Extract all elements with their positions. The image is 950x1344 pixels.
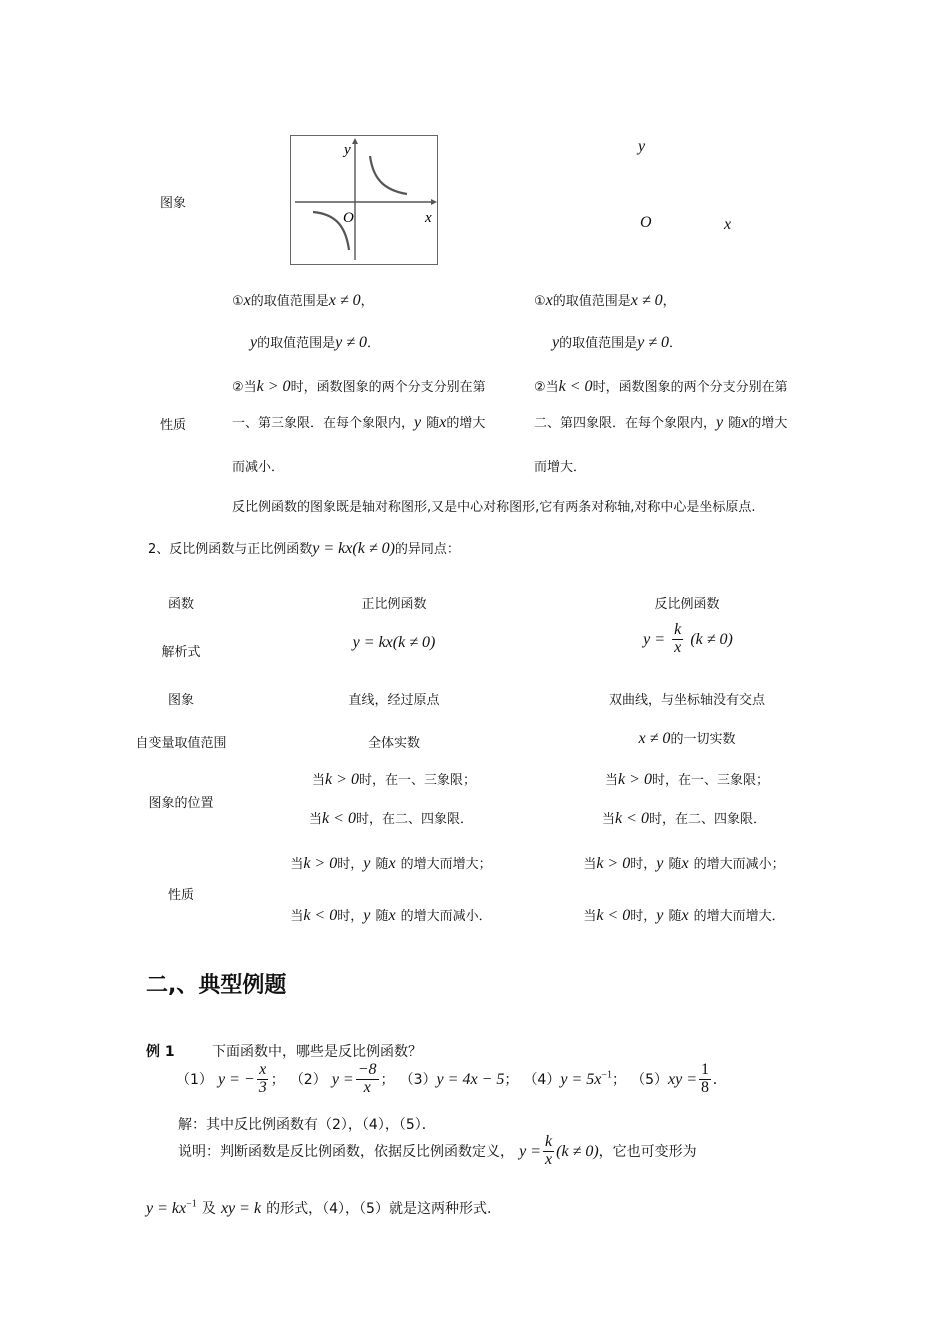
inverse-position-pos: 当k > 0时，在一、三象限； [605,771,769,788]
row-property-label: 性质 [167,888,195,903]
example-answer: 解：其中反比例函数有（2），（4），（5）． [178,1117,436,1133]
right-x-domain: ①x的取值范围是x ≠ 0， [534,292,676,309]
left-graph-o: O [343,210,354,226]
direct-domain: 全体实数 [367,736,421,751]
left-property-2-line1: ②当k > 0时，函数图象的两个分支分别在第 [232,378,486,395]
inverse-expression: y = $\frac{k}{x}$ (k ≠ 0) [643,621,733,656]
hyperbola-graph-left [290,135,438,265]
inverse-property-neg: 当k < 0时，y 随x 的增大而增大． [583,907,785,924]
direct-property-neg: 当k < 0时，y 随x 的增大而减小． [290,907,492,924]
direct-expression: y = kx(k ≠ 0) [352,634,436,651]
graph-row-label: 图象 [160,196,187,211]
right-graph-x: x [724,216,732,233]
right-property-2-line1: ②当k < 0时，函数图象的两个分支分别在第 [534,378,788,395]
direct-property-pos: 当k > 0时，y 随x 的增大而增大； [290,855,492,872]
section-title: 二,、典型例题 [146,973,287,998]
example-question: 下面函数中，哪些是反比例函数？ [212,1044,422,1060]
compare-title: 2、反比例函数与正比例函数y = kx(k ≠ 0)的异同点： [148,540,460,557]
header-inverse-proportion: 反比例函数 [654,597,720,612]
inverse-graph: 双曲线，与坐标轴没有交点 [608,693,766,708]
inverse-property-pos: 当k > 0时，y 随x 的增大而减小； [583,855,785,872]
right-property-2-line3: 而增大． [534,460,587,475]
row-graph-label: 图象 [167,693,195,708]
example-note-end: $y = kx^{-1}$ 及 xy = k 的形式，（4），（5）就是这两种形式. [146,1198,492,1217]
right-graph-o: O [640,214,652,231]
right-property-2-line2: 二、第四象限．在每个象限内，y 随x的增大 [534,414,788,431]
left-graph-x: x [425,210,432,226]
row-position-label: 图象的位置 [148,796,214,811]
example-options: （1） y = − $\frac{x}{3}$ ； （2） y = $\frac{-8}{x}$ ； （3）y = 4x − 5； $(4)y = 5x^{-1}$； （5）xy = $\frac{1}{8}$ . [176,1061,718,1096]
row-expression-label: 解析式 [161,645,201,660]
symmetry-note: 反比例函数的图象既是轴对称图形,又是中心对称图形,它有两条对称轴,对称中心是坐标原点. [232,500,756,515]
left-y-domain: y的取值范围是y ≠ 0． [250,334,381,351]
inverse-domain: x ≠ 0的一切实数 [638,730,736,747]
right-graph-y: y [638,138,646,155]
left-property-2-line2: 一、第三象限．在每个象限内，y 随x的增大 [232,414,486,431]
example-note: 说明：判断函数是反比例函数，依据反比例函数定义， y = $\frac{k}{x}$ (k ≠ 0)，它也可变形为 [178,1133,697,1168]
example-label: 例 1 [146,1044,175,1060]
header-function: 函数 [167,597,195,612]
right-y-domain: y的取值范围是y ≠ 0． [552,334,683,351]
direct-graph: 直线，经过原点 [348,693,440,708]
header-direct-proportion: 正比例函数 [361,597,427,612]
left-graph-y: y [344,142,351,158]
left-x-domain: ①x的取值范围是x ≠ 0， [232,292,374,309]
direct-position-pos: 当k > 0时，在一、三象限； [312,771,476,788]
property-row-label: 性质 [160,418,187,433]
direct-position-neg: 当k < 0时，在二、四象限． [309,810,473,827]
left-property-2-line3: 而减小． [232,460,285,475]
row-domain-label: 自变量取值范围 [135,736,227,751]
inverse-position-neg: 当k < 0时，在二、四象限． [602,810,766,827]
hyperbola-svg [291,136,437,264]
